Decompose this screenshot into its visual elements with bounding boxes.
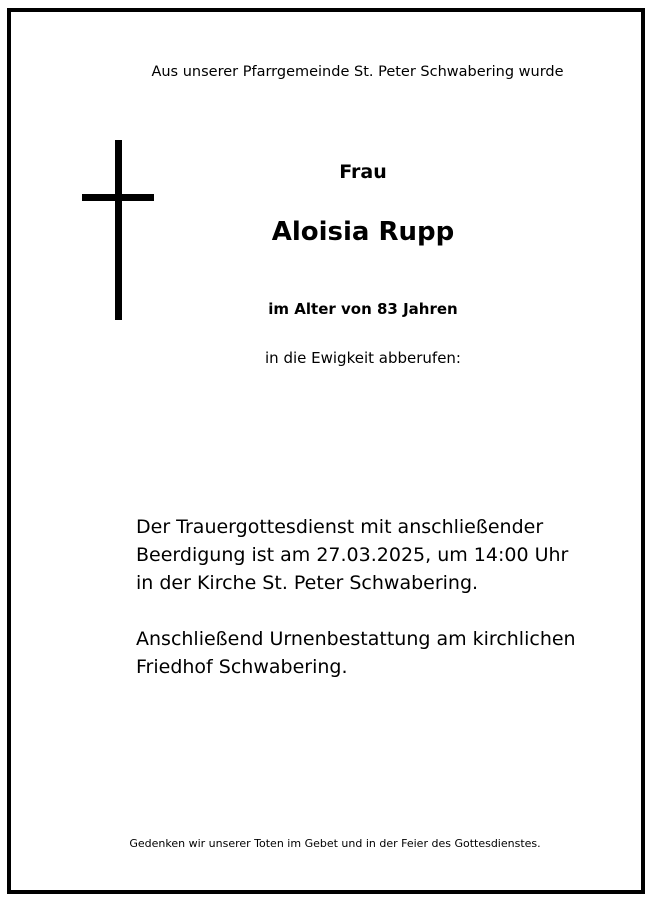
deceased-name: Aloisia Rupp <box>271 217 455 247</box>
service-line: in der Kirche St. Peter Schwabering. <box>136 572 479 594</box>
service-details <box>136 513 606 681</box>
intro-text: Aus unserer Pfarrgemeinde St. Peter Schwabering wurde <box>151 64 564 80</box>
burial-paragraph <box>136 625 606 681</box>
cross-horizontal-beam <box>82 194 154 201</box>
called-line: in die Ewigkeit abberufen: <box>265 349 461 367</box>
service-line: Der Trauergottesdienst mit anschließender <box>136 516 544 538</box>
salutation: Frau <box>339 161 387 183</box>
funeral-service-paragraph <box>136 513 606 597</box>
burial-line: Friedhof Schwabering. <box>136 656 348 678</box>
cross-vertical-beam <box>115 140 122 320</box>
closing-text: Gedenken wir unserer Toten im Gebet und in der Feier des Gottesdienstes. <box>129 837 541 850</box>
service-line: Beerdigung ist am 27.03.2025, um 14:00 Uhr <box>136 544 569 566</box>
age-line: im Alter von 83 Jahren <box>268 300 458 318</box>
cross-icon <box>82 140 154 320</box>
burial-line: Anschließend Urnenbestattung am kirchlichen <box>136 628 576 650</box>
